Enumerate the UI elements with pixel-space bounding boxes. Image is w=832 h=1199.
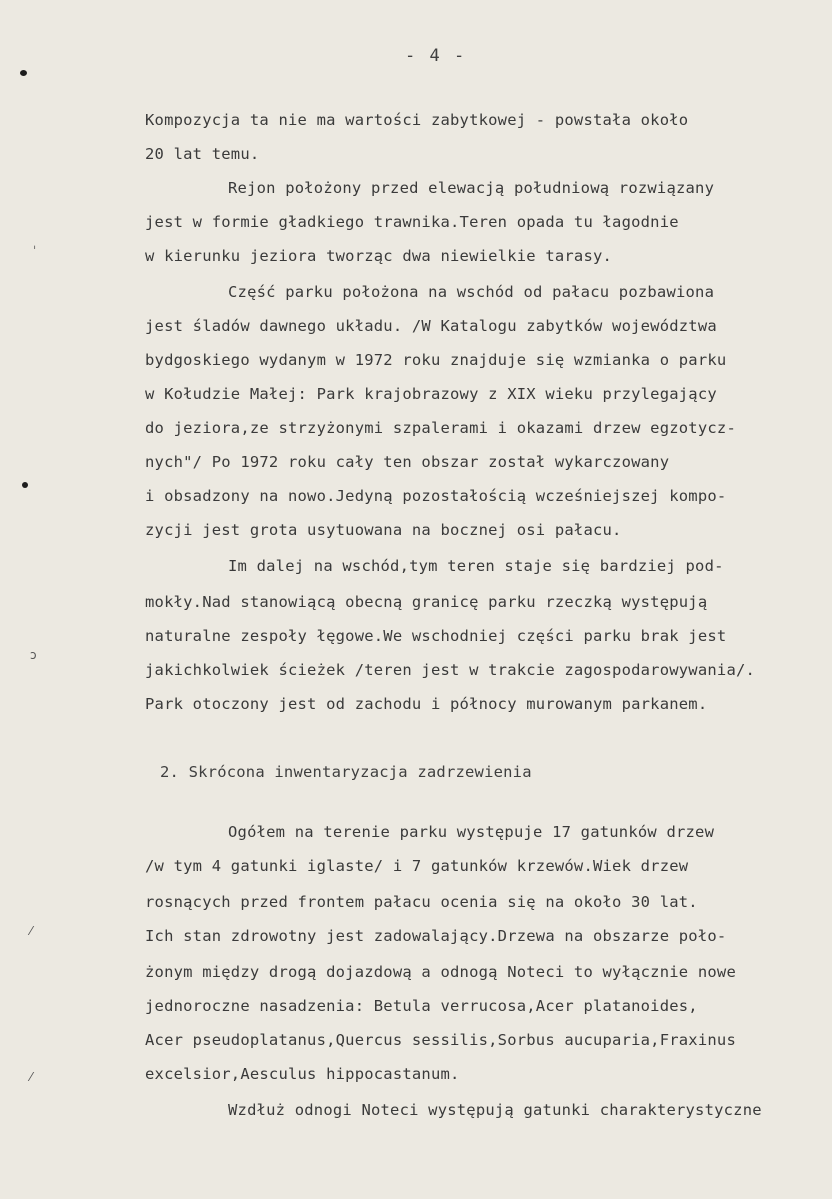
text-line: żonym między drogą dojazdową a odnogą Noteci to wyłącznie nowe xyxy=(145,963,736,981)
text-line: Wzdłuż odnogi Noteci występują gatunki charakterystyczne xyxy=(228,1101,762,1119)
text-line: naturalne zespoły łęgowe.We wschodniej części parku brak jest xyxy=(145,627,727,645)
margin-tick-mark: ˌ xyxy=(33,236,37,250)
margin-tick-mark: ⁄ xyxy=(30,1070,33,1084)
margin-tick-mark: ⁄ xyxy=(30,924,33,938)
text-line: jednoroczne nasadzenia: Betula verrucosa,Acer platanoides, xyxy=(145,997,698,1015)
text-line: bydgoskiego wydanym w 1972 roku znajduje się wzmianka o parku xyxy=(145,351,727,369)
text-line: Acer pseudoplatanus,Quercus sessilis,Sorbus aucuparia,Fraxinus xyxy=(145,1031,736,1049)
text-line: Ich stan zdrowotny jest zadowalający.Drzewa na obszarze poło- xyxy=(145,927,727,945)
text-line: Im dalej na wschód,tym teren staje się bardziej pod- xyxy=(228,557,724,575)
text-line: Rejon położony przed elewacją południową rozwiązany xyxy=(228,179,715,197)
text-line: Park otoczony jest od zachodu i północy murowanym parkanem. xyxy=(145,695,708,713)
binding-hole-mark xyxy=(22,482,28,488)
text-line: Część parku położona na wschód od pałacu pozbawiona xyxy=(228,283,715,301)
text-line: i obsadzony na nowo.Jedyną pozostałością wcześniejszej kompo- xyxy=(145,487,727,505)
page-number: - 4 - xyxy=(405,46,467,66)
text-line: do jeziora,ze strzyżonymi szpalerami i okazami drzew egzotycz- xyxy=(145,419,736,437)
text-line: jakichkolwiek ścieżek /teren jest w trakcie zagospodarowywania/. xyxy=(145,661,756,679)
text-line: 20 lat temu. xyxy=(145,145,260,163)
binding-hole-mark xyxy=(20,70,27,76)
text-line: Ogółem na terenie parku występuje 17 gatunków drzew xyxy=(228,823,715,841)
text-line: mokły.Nad stanowiącą obecną granicę parku rzeczką występują xyxy=(145,593,708,611)
margin-tick-mark: ↄ xyxy=(30,648,37,662)
section-heading: 2. Skrócona inwentaryzacja zadrzewienia xyxy=(160,763,532,781)
text-line: /w tym 4 gatunki iglaste/ i 7 gatunków krzewów.Wiek drzew xyxy=(145,857,689,875)
text-line: nych"/ Po 1972 roku cały ten obszar został wykarczowany xyxy=(145,453,670,471)
text-line: w Kołudzie Małej: Park krajobrazowy z XIX wieku przylegający xyxy=(145,385,717,403)
text-line: excelsior,Aesculus hippocastanum. xyxy=(145,1065,460,1083)
text-line: w kierunku jeziora tworząc dwa niewielkie tarasy. xyxy=(145,247,613,265)
text-line: jest w formie gładkiego trawnika.Teren opada tu łagodnie xyxy=(145,213,679,231)
text-line: zycji jest grota usytuowana na bocznej osi pałacu. xyxy=(145,521,622,539)
text-line: rosnących przed frontem pałacu ocenia się na około 30 lat. xyxy=(145,893,698,911)
text-line: jest śladów dawnego układu. /W Katalogu zabytków województwa xyxy=(145,317,717,335)
text-line: Kompozycja ta nie ma wartości zabytkowej - powstała około xyxy=(145,111,689,129)
